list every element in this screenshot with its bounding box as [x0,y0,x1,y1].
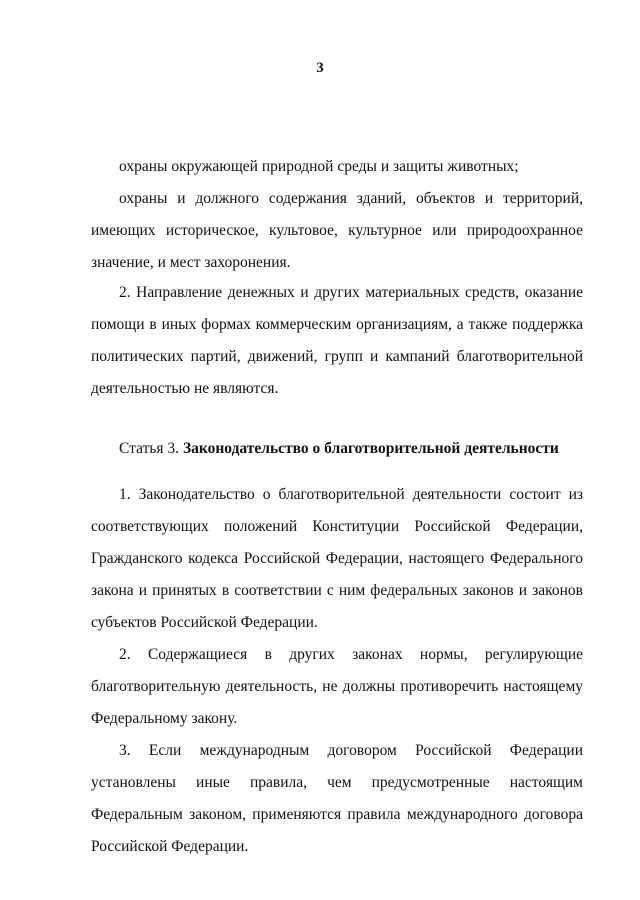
article-2-clause-2 [91,277,583,405]
article-title: Законодательство о благотворительной деятельности [182,440,559,457]
article-3-body [91,479,583,863]
list-item-heritage: охраны и должного содержания зданий, объектов и территорий, имеющих историческое, культовое, культурное или природоохранное значение, и мест захоронения. [91,190,583,271]
article-3-clause-3: 3. Если международным договором Российской Федерации установлены иные правила, чем предусмотренные настоящим Федеральным законом, применяются правила международного договора Российской Федерации. [91,742,583,855]
article-3-heading [119,437,579,461]
article-3-clause-2: 2. Содержащиеся в других законах нормы, регулирующие благотворительную деятельность, не должны противоречить настоящему Федеральному закону. [91,646,583,727]
article-3-clause-1: 1. Законодательство о благотворительной деятельности состоит из соответствующих положений Конституции Российской Федерации, Гражданского кодекса Российской Федерации, настоящего Федерального закона и принятых в соответствии с ним федеральных законов и законов субъектов Российской Федерации. [91,486,583,631]
list-item-environment: охраны окружающей природной среды и защиты животных; [119,158,519,175]
article-label: Статья 3. [119,440,180,457]
paragraph-exclusions: 2. Направление денежных и других материальных средств, оказание помощи в иных формах коммерческим организациям, а также поддержка политических партий, движений, групп и кампаний благотворительной деятельностью не являются. [91,284,583,397]
page-number: 3 [316,60,324,76]
continued-list [91,151,583,279]
